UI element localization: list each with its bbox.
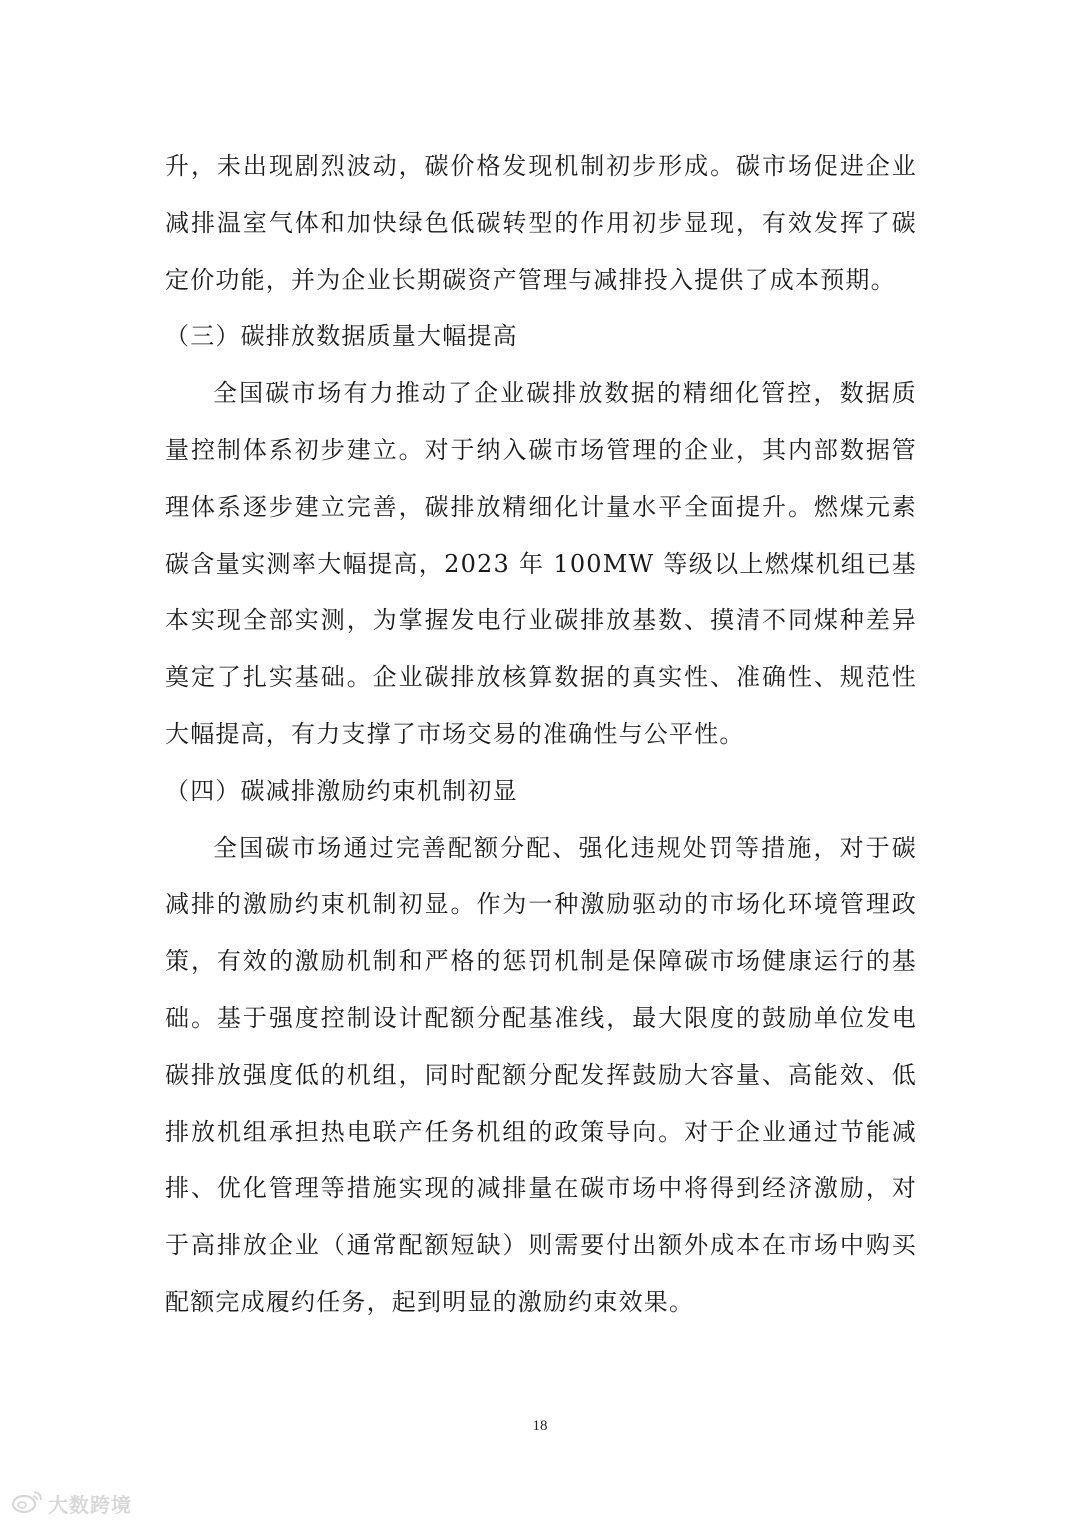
weibo-logo-icon xyxy=(10,1488,44,1518)
watermark xyxy=(10,1488,132,1518)
section-heading-3: （三）碳排放数据质量大幅提高 xyxy=(165,322,518,351)
document-body xyxy=(165,138,917,1331)
section-heading-4: （四）碳减排激励约束机制初显 xyxy=(165,776,518,805)
watermark-text: 大数跨境 xyxy=(48,1492,132,1517)
paragraph-data-quality: 全国碳市场有力推动了企业碳排放数据的精细化管控，数据质量控制体系初步建立。对于纳入碳市场管理的企业，其内部数据管理体系逐步建立完善，碳排放精细化计量水平全面提升。燃煤元素碳含量实测率大幅提高，2023 年 100MW 等级以上燃煤机组已基本实现全部实测，为掌握发电行业碳排放基数、摸清不同煤种差异奠定了扎实基础。企业碳排放核算数据的真实性、准确性、规范性大幅提高，有力支撑了市场交易的准确性与公平性。 xyxy=(165,379,917,748)
paragraph-incentive-mechanism: 全国碳市场通过完善配额分配、强化违规处罚等措施，对于碳减排的激励约束机制初显。作为一种激励驱动的市场化环境管理政策，有效的激励机制和严格的惩罚机制是保障碳市场健康运行的基础。基于强度控制设计配额分配基准线，最大限度的鼓励单位发电碳排放强度低的机组，同时配额分配发挥鼓励大容量、高能效、低排放机组承担热电联产任务机组的政策导向。对于企业通过节能减排、优化管理等措施实现的减排量在碳市场中将得到经济激励，对于高排放企业（通常配额短缺）则需要付出额外成本在市场中购买配额完成履约任务，起到明显的激励约束效果。 xyxy=(165,833,917,1316)
page-number: 18 xyxy=(532,1418,548,1434)
paragraph-continuation: 升，未出现剧烈波动，碳价格发现机制初步形成。碳市场促进企业减排温室气体和加快绿色低碳转型的作用初步显现，有效发挥了碳定价功能，并为企业长期碳资产管理与减排投入提供了成本预期。 xyxy=(165,152,917,294)
